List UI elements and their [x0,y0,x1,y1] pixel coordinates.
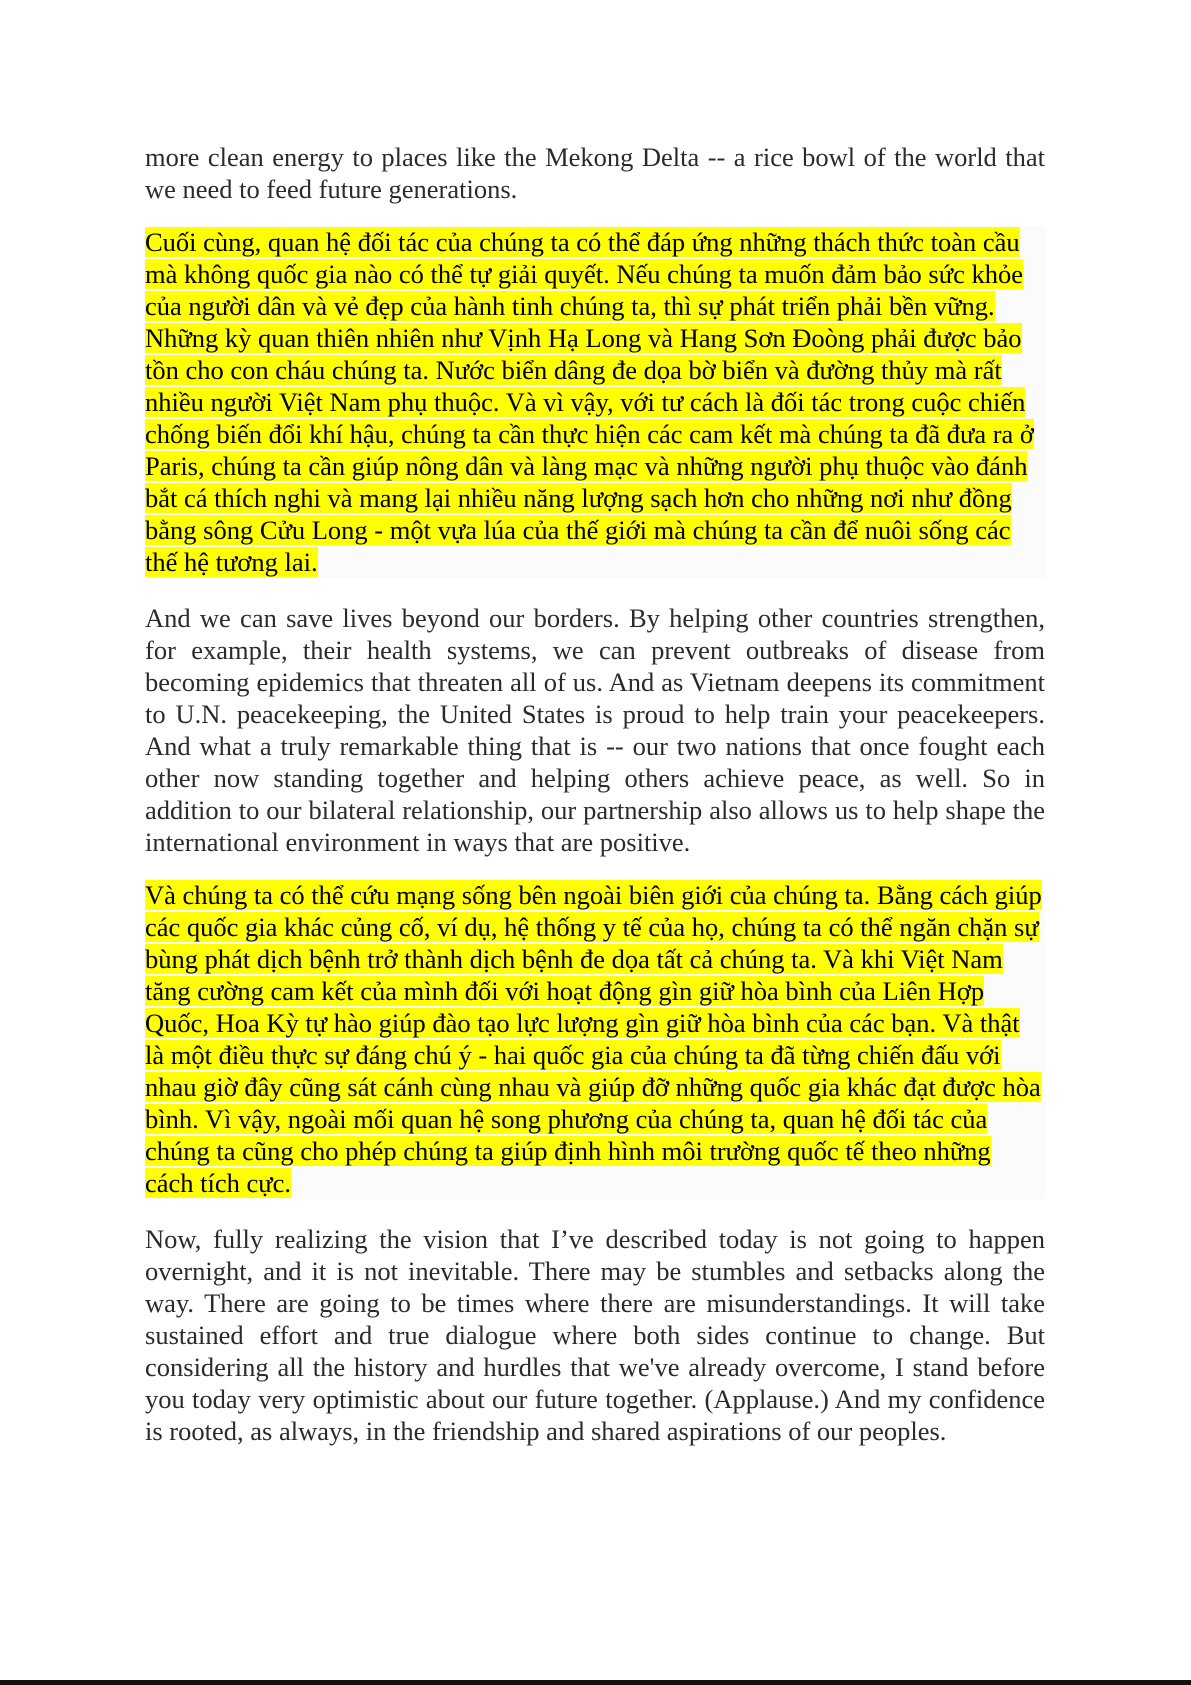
paragraph-spacer [145,1199,1045,1223]
paragraph-spacer [145,578,1045,602]
paragraph-vietnamese-highlighted-1 [145,226,1045,578]
page-bottom-border [0,1680,1191,1685]
paragraph-english-1: more clean energy to places like the Mekong Delta -- a rice bowl of the world that we need to feed future generations. [145,142,1045,204]
highlighted-text: Và chúng ta có thể cứu mạng sống bên ngoài biên giới của chúng ta. Bằng cách giúp các quốc gia khác củng cố, ví dụ, hệ thống y tế của họ, chúng ta có thể ngăn chặn sự bùng phát dịch bệnh trở thành dịch bệnh đe dọa tất cả chúng ta. Và khi Việt Nam tăng cường cam kết của mình đối với hoạt động gìn giữ hòa bình của Liên Hợp Quốc, Hoa Kỳ tự hào giúp đào tạo lực lượng gìn giữ hòa bình của các bạn. Và thật là một điều thực sự đáng chú ý - hai quốc gia của chúng ta đã từng chiến đấu với nhau giờ đây cũng sát cánh cùng nhau và giúp đỡ những quốc gia khác đạt được hòa bình. Vì vậy, ngoài mối quan hệ song phương của chúng ta, quan hệ đối tác của chúng ta cũng cho phép chúng ta giúp định hình môi trường quốc tế theo những cách tích cực. [145,880,1042,1198]
paragraph-spacer [145,858,1045,879]
paragraph-english-3: Now, fully realizing the vision that I’ve described today is not going to happen overnight, and it is not inevitable. There may be stumbles and setbacks along the way. There are going to be times where there are misunderstandings. It will take sustained effort and true dialogue where both sides continue to change. But considering all the history and hurdles that we've already overcome, I stand before you today very optimistic about our future together. (Applause.) And my confidence is rooted, as always, in the friendship and shared aspirations of our peoples. [145,1224,1045,1446]
document-body [145,141,1045,1447]
highlighted-text: Cuối cùng, quan hệ đối tác của chúng ta có thể đáp ứng những thách thức toàn cầu mà không quốc gia nào có thể tự giải quyết. Nếu chúng ta muốn đảm bảo sức khỏe của người dân và vẻ đẹp của hành tinh chúng ta, thì sự phát triển phải bền vững. Những kỳ quan thiên nhiên như Vịnh Hạ Long và Hang Sơn Đoòng phải được bảo tồn cho con cháu chúng ta. Nước biển dâng đe dọa bờ biển và đường thủy mà rất nhiều người Việt Nam phụ thuộc. Và vì vậy, với tư cách là đối tác trong cuộc chiến chống biến đổi khí hậu, chúng ta cần thực hiện các cam kết mà chúng ta đã đưa ra ở Paris, chúng ta cần giúp nông dân và làng mạc và những người phụ thuộc vào đánh bắt cá thích nghi và mang lại nhiều năng lượng sạch hơn cho những nơi như đồng bằng sông Cửu Long - một vựa lúa của thế giới mà chúng ta cần để nuôi sống các thế hệ tương lai. [145,227,1034,577]
paragraph-spacer [145,205,1045,226]
paragraph-english-2: And we can save lives beyond our borders. By helping other countries strengthen, for example, their health systems, we can prevent outbreaks of disease from becoming epidemics that threaten all of us. And as Vietnam deepens its commitment to U.N. peacekeeping, the United States is proud to help train your peacekeepers. And what a truly remarkable thing that is -- our two nations that once fought each other now standing together and helping others achieve peace, as well. So in addition to our bilateral relationship, our partnership also allows us to help shape the international environment in ways that are positive. [145,603,1045,857]
paragraph-vietnamese-highlighted-2 [145,879,1045,1199]
